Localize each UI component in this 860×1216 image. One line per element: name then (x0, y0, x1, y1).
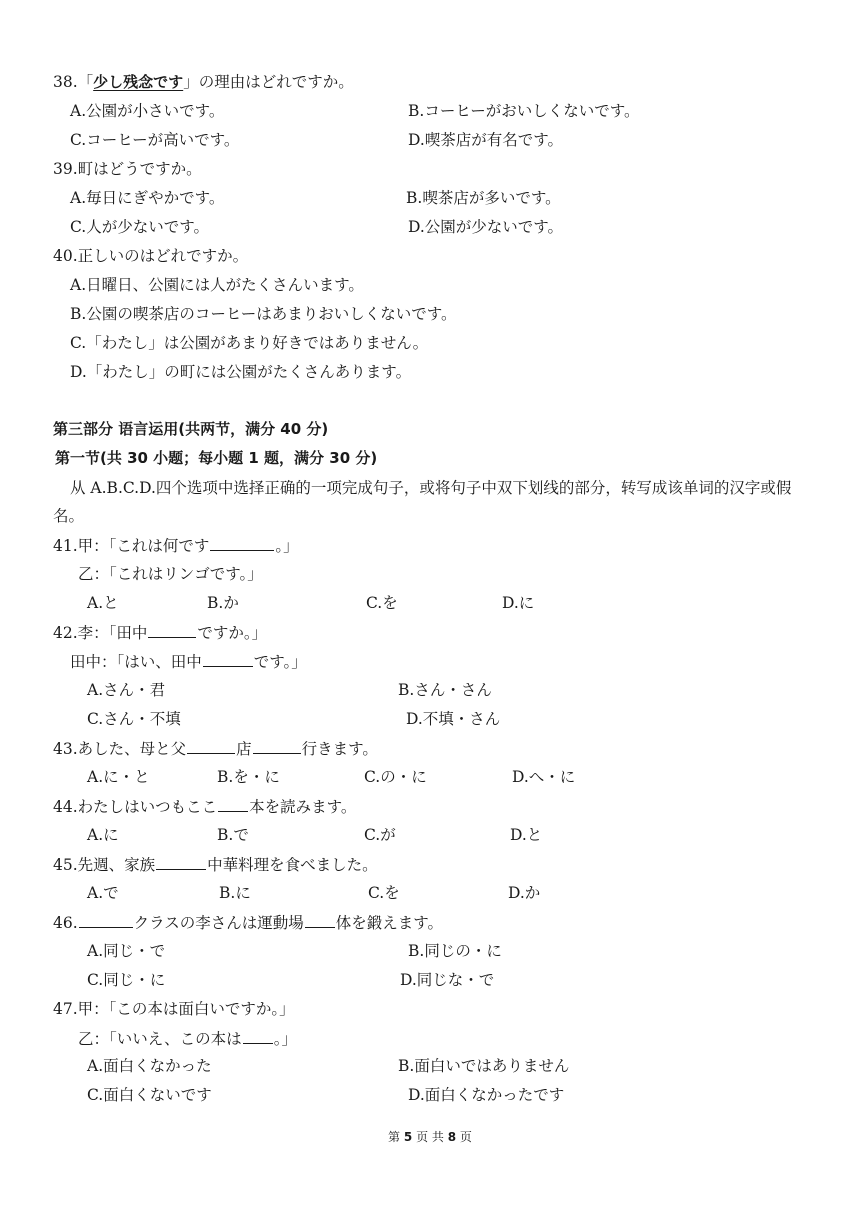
q44-option-b[interactable]: B.で (217, 826, 249, 844)
q46-blank-1[interactable] (79, 912, 133, 928)
q42-text-c: 田中：「はい、田中 (70, 653, 202, 671)
q42-text-b: ですか。」 (197, 624, 268, 642)
q39-option-c[interactable]: C.人が少ないです。 (70, 218, 209, 236)
q43-option-c[interactable]: C.の・に (364, 768, 427, 786)
q47-blank[interactable] (243, 1028, 273, 1044)
q45-option-d[interactable]: D.か (508, 884, 541, 902)
section3-instruction: 从 A.B.C.D.四个选项中选择正确的一项完成句子，或将句子中双下划线的部分，转写成该单词的汉字或假名。 (53, 479, 792, 525)
q41-line2: 乙：「これはリンゴです。」 (78, 565, 263, 583)
q42-blank-2[interactable] (203, 651, 253, 667)
q38-option-b[interactable]: B.コーヒーがおいしくないです。 (408, 102, 640, 120)
section3-subtitle: 第一节(共 30 小题；每小题 1 题，满分 30 分) (55, 449, 378, 467)
q47-text-b: 。」 (273, 1030, 297, 1048)
q45-stem (53, 854, 378, 875)
q43-option-d[interactable]: D.へ・に (512, 768, 576, 786)
q41-blank[interactable] (210, 535, 274, 551)
q38-stem (53, 72, 354, 92)
q41-line1 (53, 535, 299, 556)
q44-option-c[interactable]: C.が (364, 826, 396, 844)
q41-option-a[interactable]: A.と (87, 594, 119, 612)
footer-text-3: 页 (459, 1130, 472, 1144)
q45-option-a[interactable]: A.で (87, 884, 119, 902)
q42-option-c[interactable]: C.さん・不填 (87, 710, 181, 728)
q44-blank[interactable] (218, 796, 248, 812)
q38-option-c[interactable]: C.コーヒーが高いです。 (70, 131, 240, 149)
q39-option-b[interactable]: B.喫茶店が多いです。 (406, 189, 561, 207)
q42-option-b[interactable]: B.さん・さん (398, 681, 492, 699)
q45-option-b[interactable]: B.に (219, 884, 251, 902)
q44-stem (53, 796, 356, 817)
q46-text-b: 体を鍛えます。 (335, 914, 443, 932)
q43-option-a[interactable]: A.に・と (87, 768, 150, 786)
q38-option-a[interactable]: A.公園が小さいです。 (70, 102, 225, 120)
q47-line2 (78, 1028, 297, 1049)
q42-option-d[interactable]: D.不填・さん (406, 710, 501, 728)
q42-option-a[interactable]: A.さん・君 (87, 681, 166, 699)
q44-text-b: 本を読みます。 (249, 798, 357, 816)
q44-option-d[interactable]: D.と (510, 826, 543, 844)
q47-text-a: 乙：「いいえ、この本は (78, 1030, 242, 1048)
q43-blank-2[interactable] (253, 738, 301, 754)
q47-line1: 47.甲：「この本は面白いですか。」 (53, 1000, 295, 1018)
q41-text-a: 41.甲：「これは何です (53, 537, 210, 555)
q39-option-d[interactable]: D.公園が少ないです。 (408, 218, 564, 236)
q38-stem-rest: 」の理由はどれですか。 (183, 73, 354, 91)
q41-text-b: 。」 (275, 537, 299, 555)
q45-option-c[interactable]: C.を (368, 884, 400, 902)
q42-line2 (70, 651, 307, 672)
q46-blank-2[interactable] (305, 912, 335, 928)
q43-option-b[interactable]: B.を・に (217, 768, 280, 786)
q40-option-c[interactable]: C.「わたし」は公園があまり好きではありません。 (70, 334, 429, 352)
q46-option-a[interactable]: A.同じ・で (87, 942, 166, 960)
q40-option-d[interactable]: D.「わたし」の町には公園がたくさんあります。 (70, 363, 412, 381)
page-footer (0, 1128, 860, 1145)
q41-option-d[interactable]: D.に (502, 594, 535, 612)
q47-option-d[interactable]: D.面白くなかったです (408, 1086, 565, 1104)
q47-option-c[interactable]: C.面白くないです (87, 1086, 212, 1104)
q38-number: 38. (53, 73, 78, 91)
q40-stem: 40.正しいのはどれですか。 (53, 247, 249, 265)
q41-option-b[interactable]: B.か (207, 594, 239, 612)
q45-blank[interactable] (156, 854, 206, 870)
q46-stem (53, 912, 443, 933)
q42-text-a: 42.李：「田中 (53, 624, 148, 642)
q43-stem (53, 738, 378, 759)
q43-text-c: 行きます。 (301, 740, 378, 758)
footer-page-number: 5 (403, 1130, 413, 1144)
q41-option-c[interactable]: C.を (366, 594, 398, 612)
footer-total-pages: 8 (447, 1130, 457, 1144)
q46-option-d[interactable]: D.同じな・で (400, 971, 495, 989)
section3-title: 第三部分 语言运用(共两节，满分 40 分) (53, 420, 329, 438)
q38-open-bracket: 「 (77, 73, 94, 91)
q45-text-a: 45.先週、家族 (53, 856, 156, 874)
footer-text-2: 页 共 (416, 1130, 444, 1144)
q38-option-d[interactable]: D.喫茶店が有名です。 (408, 131, 564, 149)
q43-blank-1[interactable] (187, 738, 235, 754)
q42-blank-1[interactable] (148, 622, 196, 638)
q40-option-a[interactable]: A.日曜日、公園には人がたくさんいます。 (70, 276, 364, 294)
q46-option-c[interactable]: C.同じ・に (87, 971, 166, 989)
q46-number: 46. (53, 914, 78, 932)
q45-text-b: 中華料理を食べました。 (207, 856, 378, 874)
q39-option-a[interactable]: A.毎日にぎやかです。 (70, 189, 225, 207)
q38-underlined-phrase: 少し残念です (93, 73, 184, 91)
q40-option-b[interactable]: B.公園の喫茶店のコーヒーはあまりおいしくないです。 (70, 305, 457, 323)
footer-text-1: 第 (388, 1130, 401, 1144)
q47-option-a[interactable]: A.面白くなかった (87, 1057, 212, 1075)
q44-option-a[interactable]: A.に (87, 826, 119, 844)
q47-option-b[interactable]: B.面白いではありません (398, 1057, 570, 1075)
q46-option-b[interactable]: B.同じの・に (408, 942, 502, 960)
q42-text-d: です。」 (253, 653, 307, 671)
q43-text-a: 43.あした、母と父 (53, 740, 187, 758)
q44-text-a: 44.わたしはいつもここ (53, 798, 218, 816)
q46-text-a: クラスの李さんは運動場 (133, 914, 304, 932)
q42-line1 (53, 622, 267, 643)
q39-stem: 39.町はどうですか。 (53, 160, 202, 178)
q43-text-b: 店 (236, 740, 252, 758)
